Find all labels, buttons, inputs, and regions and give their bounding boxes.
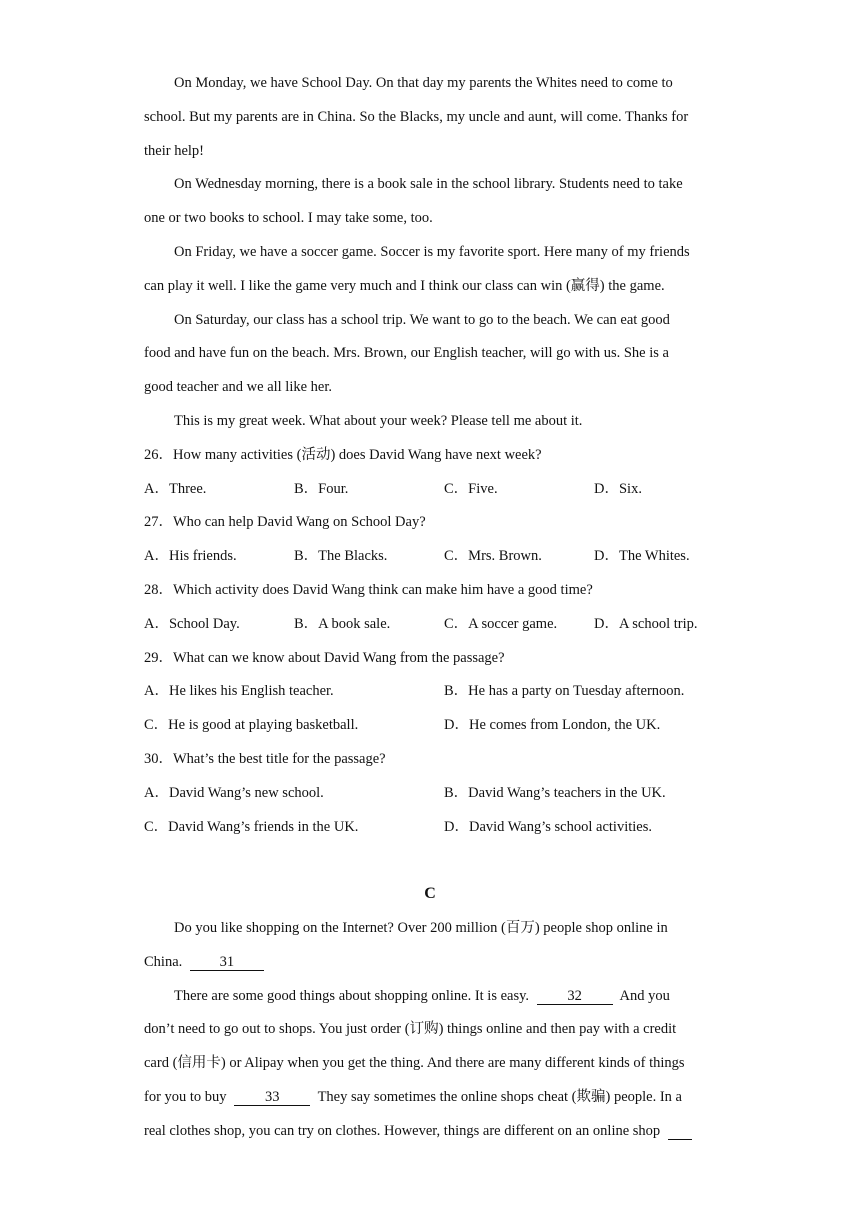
passage-line: card (信用卡) or Alipay when you get the thing. And there are many different kinds of things — [144, 1055, 685, 1071]
option-d: D．A school trip. — [594, 616, 698, 632]
question-stem: 26．How many activities (活动) does David Wang have next week? — [144, 447, 542, 463]
passage-line — [144, 1087, 719, 1107]
blank-33: 33 — [234, 1089, 310, 1106]
option-d: D．Six. — [594, 481, 642, 497]
question-stem: 28．Which activity does David Wang think can make him have a good time? — [144, 582, 593, 598]
option-c: C．A soccer game. — [444, 616, 558, 632]
passage-line — [144, 952, 719, 972]
passage-line: Do you like shopping on the Internet? Over 200 million (百万) people shop online in — [174, 920, 668, 936]
blank-31: 31 — [190, 954, 264, 971]
line-text: China. — [144, 954, 183, 970]
passage-line: their help! — [144, 143, 204, 159]
option-b: B．A book sale. — [294, 616, 391, 632]
line-text: for you to buy — [144, 1089, 227, 1105]
option-b: B．Four. — [294, 481, 349, 497]
passage-line: can play it well. I like the game very much and I think our class can win (赢得) the game. — [144, 278, 665, 294]
option-d: D．The Whites. — [594, 548, 690, 564]
passage-line: school. But my parents are in China. So the Blacks, my uncle and aunt, will come. Thanks for — [144, 109, 689, 125]
question-stem: 27．Who can help David Wang on School Day? — [144, 514, 426, 530]
line-text: They say sometimes the online shops cheat (欺骗) people. In a — [317, 1089, 682, 1105]
option-a: A．School Day. — [144, 616, 240, 632]
line-text: real clothes shop, you can try on clothes. However, things are different on an online shop — [144, 1123, 661, 1139]
option-b: B．He has a party on Tuesday afternoon. — [444, 683, 685, 699]
blank-34 — [668, 1123, 692, 1140]
option-a: A．He likes his English teacher. — [144, 683, 334, 699]
option-b: B．The Blacks. — [294, 548, 388, 564]
section-heading: C — [424, 885, 436, 902]
passage-line: This is my great week. What about your week? Please tell me about it. — [174, 413, 583, 429]
option-b: B．David Wang’s teachers in the UK. — [444, 785, 666, 801]
passage-line: On Wednesday morning, there is a book sale in the school library. Students need to take — [174, 176, 683, 192]
passage-line: food and have fun on the beach. Mrs. Brown, our English teacher, will go with us. She is a — [144, 345, 669, 361]
option-a: A．David Wang’s new school. — [144, 785, 324, 801]
line-text: And you — [619, 988, 670, 1004]
passage-line: good teacher and we all like her. — [144, 379, 333, 395]
passage-line: On Monday, we have School Day. On that day my parents the Whites need to come to — [174, 75, 673, 91]
line-text: There are some good things about shopping online. It is easy. — [174, 988, 530, 1004]
passage-line — [144, 1121, 719, 1141]
passage-line: don’t need to go out to shops. You just order (订购) things online and then pay with a credit — [144, 1021, 677, 1037]
option-c: C．David Wang’s friends in the UK. — [144, 819, 359, 835]
passage-line: one or two books to school. I may take some, too. — [144, 210, 433, 226]
option-c: C．He is good at playing basketball. — [144, 717, 359, 733]
option-d: D．David Wang’s school activities. — [444, 819, 652, 835]
question-stem: 29．What can we know about David Wang from the passage? — [144, 650, 505, 666]
option-c: C．Five. — [444, 481, 498, 497]
option-a: A．Three. — [144, 481, 207, 497]
passage-line: On Friday, we have a soccer game. Soccer is my favorite sport. Here many of my friends — [174, 244, 690, 260]
passage-line: On Saturday, our class has a school trip. We want to go to the beach. We can eat good — [174, 312, 670, 328]
option-a: A．His friends. — [144, 548, 237, 564]
option-d: D．He comes from London, the UK. — [444, 717, 661, 733]
blank-32: 32 — [537, 988, 613, 1005]
passage-line — [174, 986, 749, 1006]
question-stem: 30．What’s the best title for the passage? — [144, 751, 386, 767]
option-c: C．Mrs. Brown. — [444, 548, 542, 564]
